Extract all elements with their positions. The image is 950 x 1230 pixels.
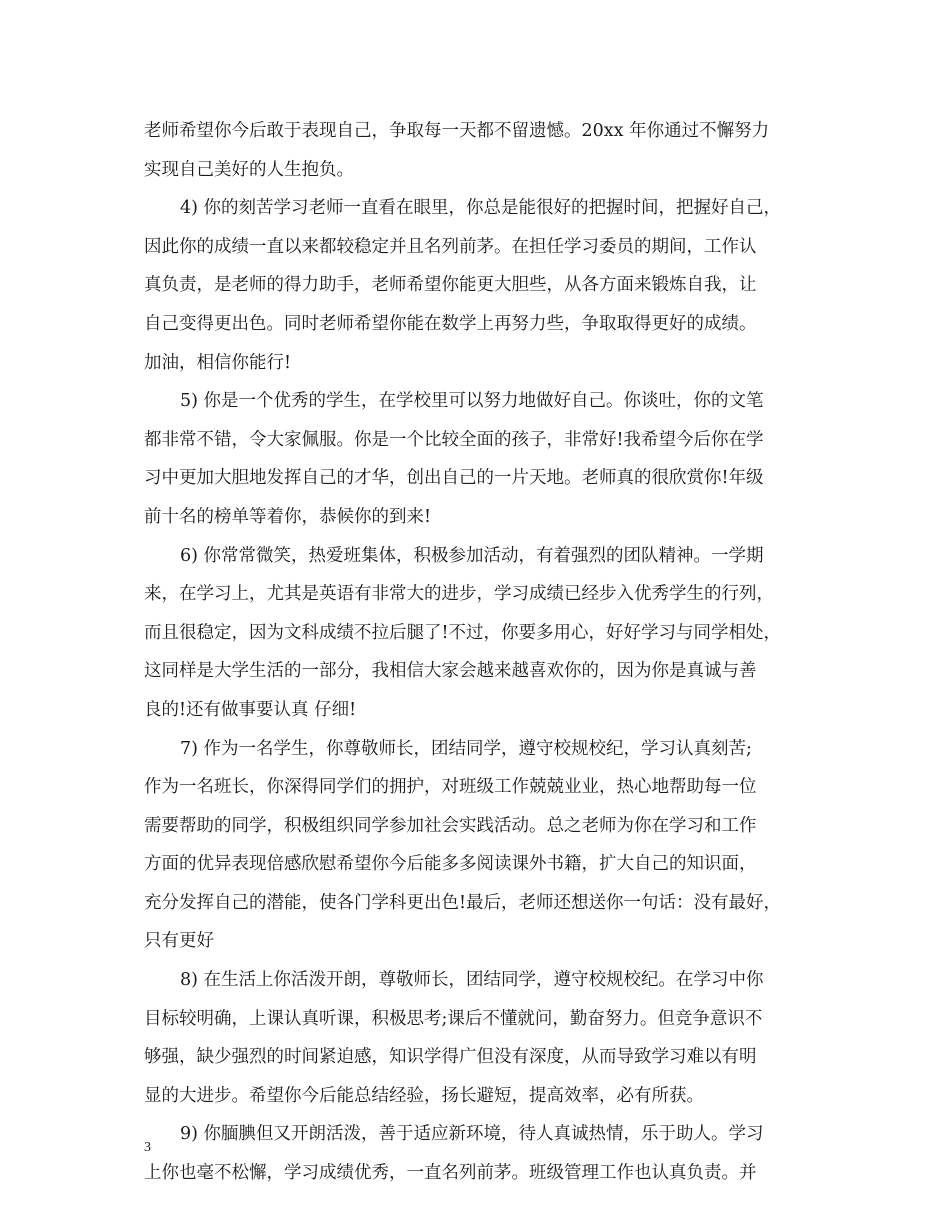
- text-line: 老师希望你今后敢于表现自己，争取每一天都不留遗憾。20xx 年你通过不懈努力: [144, 121, 770, 141]
- text-line: 良的!还有做事要认真 仔细!: [144, 699, 357, 720]
- text-line: 这同样是大学生活的一部分，我相信大家会越来越喜欢你的，因为你是真诚与善: [144, 661, 757, 682]
- text-line: 只有更好: [144, 931, 214, 952]
- document-body: [144, 112, 824, 1193]
- text-line: 够强，缺少强烈的时间紧迫感，知识学得广但没有深度，从而导致学习难以有明: [144, 1047, 757, 1068]
- text-line: 显的大进步。希望你今后能总结经验，扬长避短，提高效率，必有所获。: [144, 1085, 704, 1106]
- text-line: 来，在学习上，尤其是英语有非常大的进步，学习成绩已经步入优秀学生的行列，: [144, 584, 774, 605]
- text-line: 都非常不错，令大家佩服。你是一个比较全面的孩子，非常好!我希望今后你在学: [144, 429, 764, 450]
- text-line: 上你也毫不松懈，学习成绩优秀，一直名列前茅。班级管理工作也认真负责。并: [144, 1163, 757, 1184]
- text-line: 6) 你常常微笑，热爱班集体，积极参加活动，有着强烈的团队精神。一学期: [180, 545, 764, 566]
- text-line: 4) 你的刻苦学习老师一直看在眼里，你总是能很好的把握时间，把握好自己，: [180, 198, 782, 219]
- text-line: 作为一名班长，你深得同学们的拥护，对班级工作兢兢业业，热心地帮助每一位: [144, 777, 757, 798]
- text-line: 因此你的成绩一直以来都较稳定并且名列前茅。在担任学习委员的期间，工作认: [144, 236, 757, 257]
- text-line: 9) 你腼腆但又开朗活泼，善于适应新环境，待人真诚热情，乐于助人。学习: [180, 1124, 764, 1145]
- text-line: 目标较明确，上课认真听课，积极思考;课后不懂就问，勤奋努力。但竞争意识不: [144, 1008, 763, 1029]
- text-line: 习中更加大胆地发挥自己的才华，创出自己的一片天地。老师真的很欣赏你!年级: [144, 468, 764, 489]
- text-line: 7) 作为一名学生，你尊敬师长，团结同学，遵守校规校纪，学习认真刻苦;: [180, 738, 752, 759]
- text-line: 前十名的榜单等着你，恭候你的到来!: [144, 506, 432, 527]
- text-line: 8) 在生活上你活泼开朗，尊敬师长，团结同学，遵守校规校纪。在学习中你: [180, 970, 764, 991]
- text-line: 而且很稳定，因为文科成绩不拉后腿了!不过，你要多用心，好好学习与同学相处，: [144, 622, 782, 643]
- text-line: 5) 你是一个优秀的学生，在学校里可以努力地做好自己。你谈吐，你的文笔: [180, 391, 764, 412]
- text-line: 自己变得更出色。同时老师希望你能在数学上再努力些，争取取得更好的成绩。: [144, 313, 757, 334]
- text-line: 真负责，是老师的得力助手，老师希望你能更大胆些，从各方面来锻炼自我，让: [144, 275, 757, 296]
- text-line: 充分发挥自己的潜能，使各门学科更出色!最后，老师还想送你一句话：没有最好，: [144, 892, 782, 913]
- text-line: 实现自己美好的人生抱负。: [144, 159, 354, 180]
- text-line: 需要帮助的同学，积极组织同学参加社会实践活动。总之老师为你在学习和工作: [144, 815, 757, 836]
- text-line: 加油，相信你能行!: [144, 352, 292, 373]
- text-line: 方面的优异表现倍感欣慰希望你今后能多多阅读课外书籍，扩大自己的知识面，: [144, 854, 757, 875]
- page-number: 3: [144, 1140, 151, 1155]
